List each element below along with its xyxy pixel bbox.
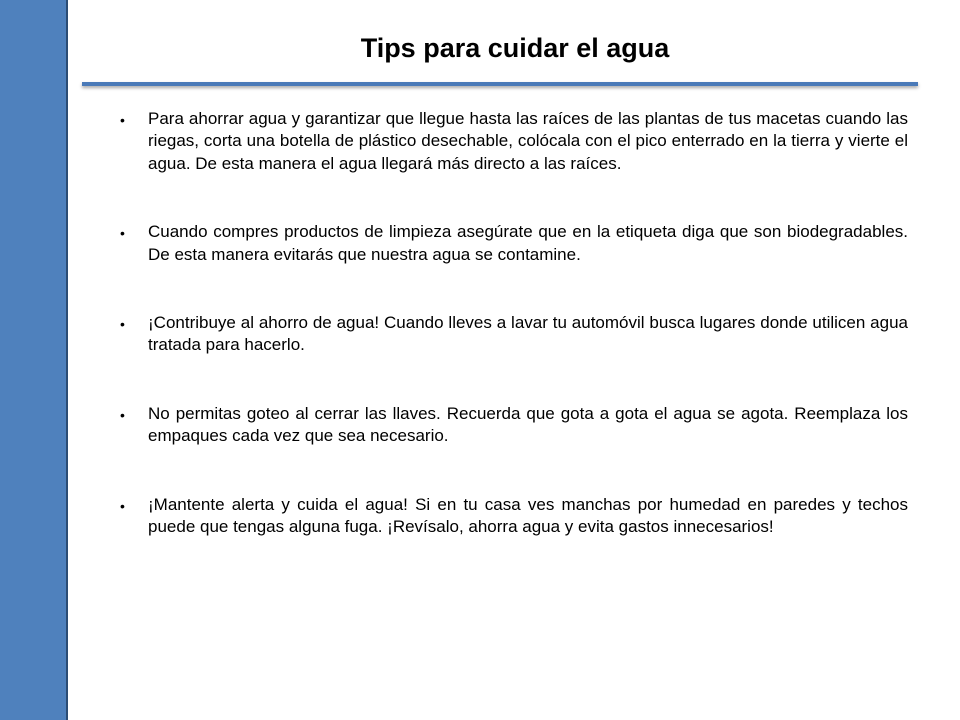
list-item bbox=[120, 221, 908, 266]
tip-text: ¡Contribuye al ahorro de agua! Cuando lleves a lavar tu automóvil busca lugares donde utilicen agua tratada para hacerlo. bbox=[148, 313, 908, 355]
bullet-icon: • bbox=[120, 497, 125, 514]
list-item bbox=[120, 494, 908, 539]
list-item bbox=[120, 312, 908, 357]
tip-text: Cuando compres productos de limpieza asegúrate que en la etiqueta diga que son biodegradables. De esta manera evitarás que nuestra agua se contamine. bbox=[148, 222, 908, 264]
tips-list bbox=[120, 108, 908, 584]
bullet-icon: • bbox=[120, 225, 125, 242]
bullet-icon: • bbox=[120, 316, 125, 333]
bullet-icon: • bbox=[120, 112, 125, 128]
tip-text: Para ahorrar agua y garantizar que llegue hasta las raíces de las plantas de tus macetas cuando las riegas, corta una botella de plástico desechable, colócala con el pico enterrado en la tierra y vierte el agua. De esta manera el agua llegará más directo a las raíces. bbox=[148, 109, 908, 173]
tip-text: ¡Mantente alerta y cuida el agua! Si en tu casa ves manchas por humedad en paredes y techos puede que tengas alguna fuga. ¡Revísalo, ahorra agua y evita gastos innecesarios! bbox=[148, 494, 908, 537]
list-item bbox=[120, 108, 908, 175]
bullet-icon: • bbox=[120, 406, 125, 423]
list-item bbox=[120, 403, 908, 448]
title-divider bbox=[82, 82, 918, 86]
slide-title: Tips para cuidar el agua bbox=[360, 33, 670, 63]
sidebar-accent-bar bbox=[0, 0, 68, 720]
tip-text: No permitas goteo al cerrar las llaves. Recuerda que gota a gota el agua se agota. Reemplaza los empaques cada vez que sea necesario. bbox=[148, 403, 908, 446]
